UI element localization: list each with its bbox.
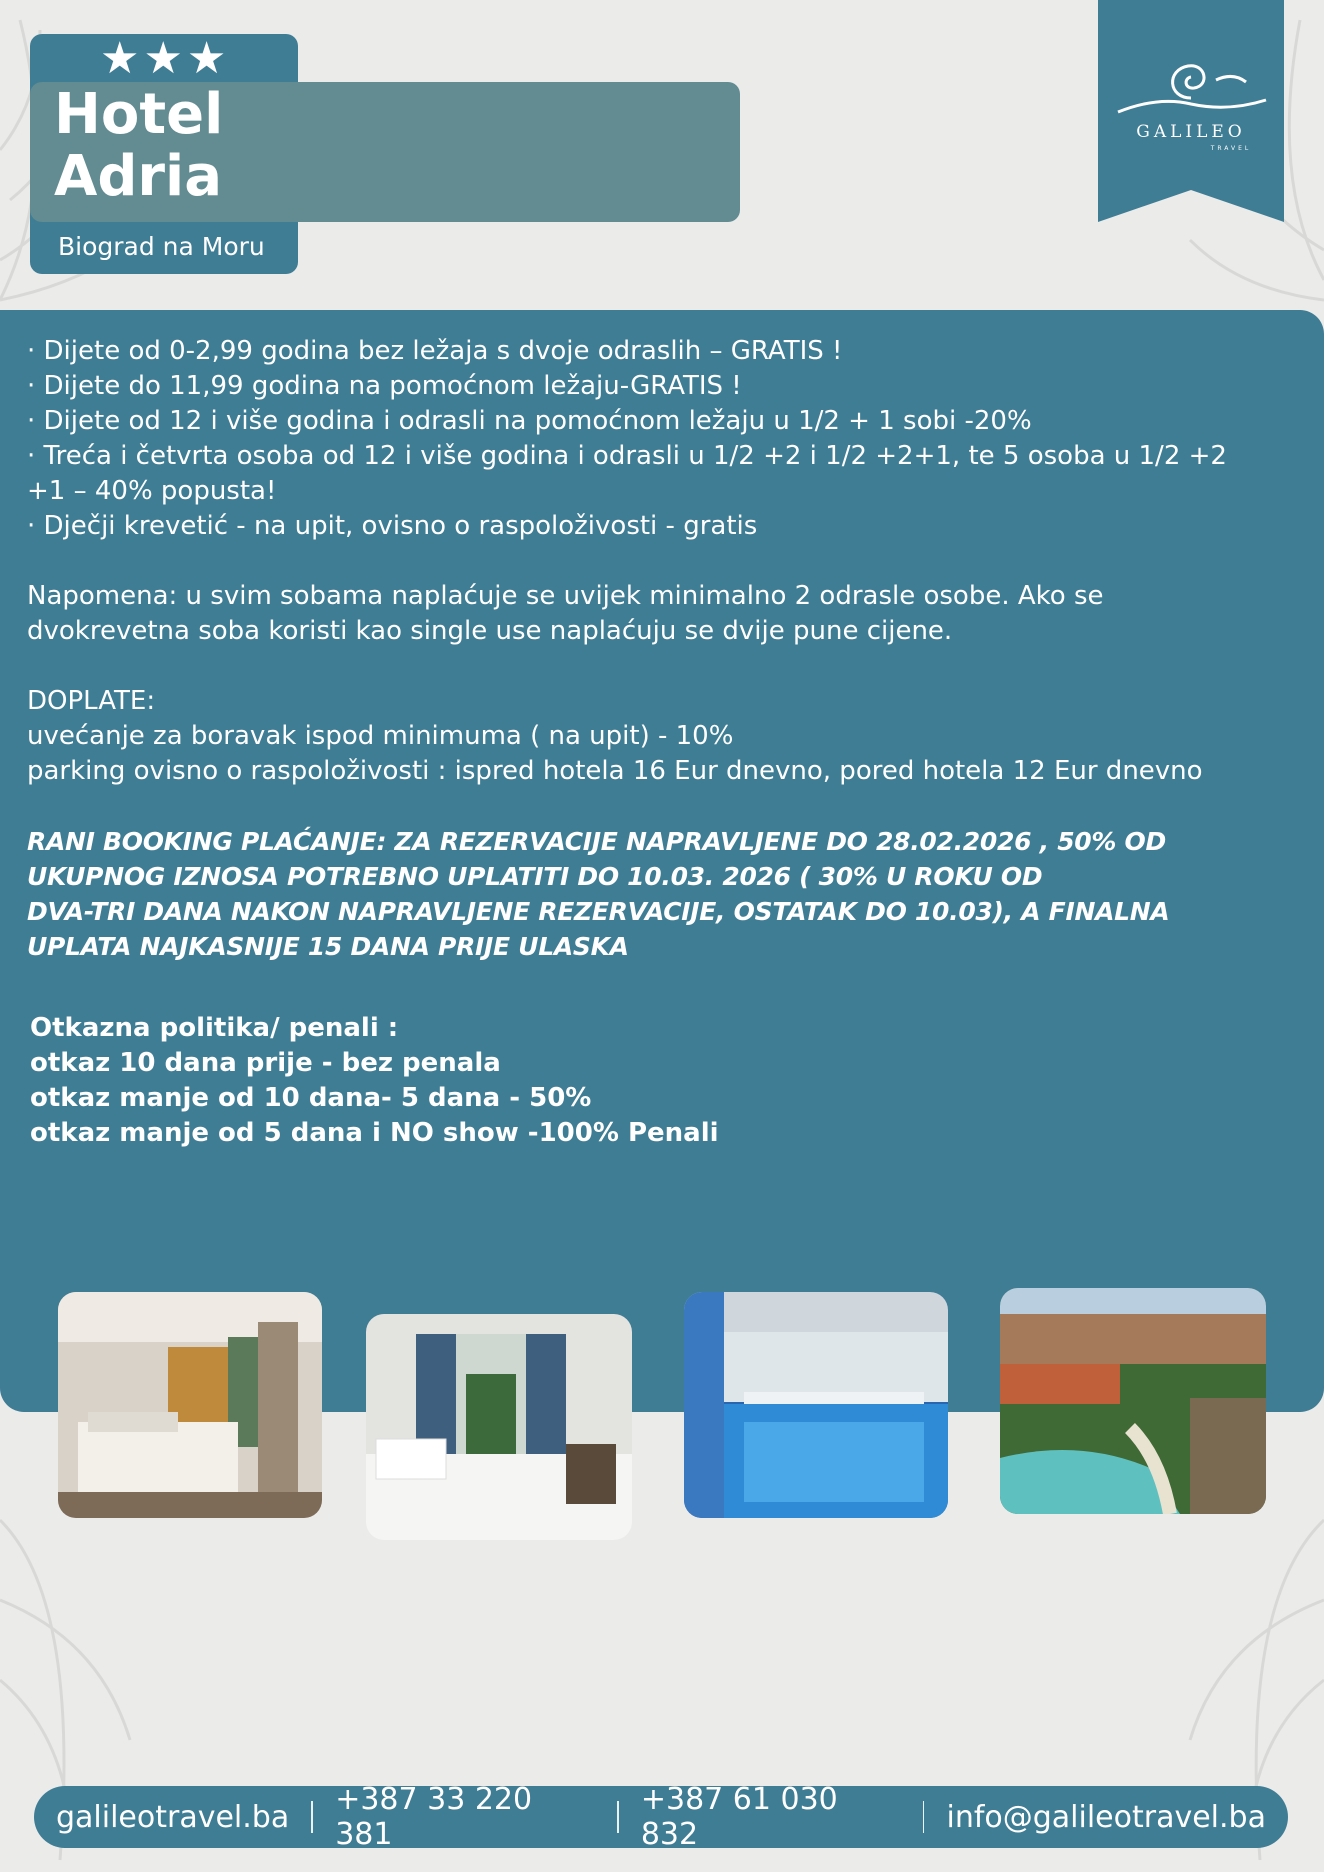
logo-subtitle: TRAVEL <box>1210 145 1252 152</box>
footer-divider <box>923 1801 925 1833</box>
cancellation-heading: Otkazna politika/ penali : <box>30 1013 399 1043</box>
cancellation-line: otkaz 10 dana prije - bez penala <box>30 1048 501 1078</box>
phone-link-1[interactable]: +387 33 220 381 <box>335 1782 533 1852</box>
hotel-location: Biograd na Moru <box>58 232 265 261</box>
contact-footer <box>34 1782 1288 1852</box>
early-booking-line: UKUPNOG IZNOSA POTREBNO UPLATITI DO 10.03. 2026 ( 30% U ROKU OD <box>27 862 1043 891</box>
condition-line: +1 – 40% popusta! <box>27 476 277 506</box>
doplate-line: uvećanje za boravak ispod minimuma ( na upit) - 10% <box>27 721 734 751</box>
aerial-beach-photo <box>1000 1288 1266 1514</box>
early-booking-line: DVA-TRI DANA NAKON NAPRAVLJENE REZERVACIJE, OSTATAK DO 10.03), A FINALNA <box>27 897 1170 926</box>
phone-link-2[interactable]: +387 61 030 832 <box>640 1782 838 1852</box>
condition-line: · Treća i četvrta osoba od 12 i više godina i odrasli u 1/2 +2 i 1/2 +2+1, te 5 osoba u 1/2 +2 <box>27 441 1227 471</box>
cancellation-line: otkaz manje od 5 dana i NO show -100% Penali <box>30 1118 719 1148</box>
logo-name: GALILEO <box>1136 122 1246 142</box>
early-booking-line: UPLATA NAJKASNIJE 15 DANA PRIJE ULASKA <box>27 932 629 961</box>
hotel-title <box>54 84 223 208</box>
condition-line: · Dijete od 12 i više godina i odrasli na pomoćnom ležaju u 1/2 + 1 sobi -20% <box>27 406 1032 436</box>
star-rating: ★★★ <box>100 33 231 84</box>
condition-line: · Dijete do 11,99 godina na pomoćnom ležaju-GRATIS ! <box>27 371 742 401</box>
indoor-pool-photo <box>684 1292 948 1518</box>
doplate-heading: DOPLATE: <box>27 686 156 716</box>
note-line: dvokrevetna soba koristi kao single use naplaćuju se dvije pune cijene. <box>27 616 953 646</box>
hotel-title-line1: Hotel <box>54 82 224 147</box>
footer-divider <box>311 1801 313 1833</box>
note-line: Napomena: u svim sobama naplaćuje se uvijek minimalno 2 odrasle osobe. Ako se <box>27 581 1104 611</box>
early-booking-line: RANI BOOKING PLAĆANJE: ZA REZERVACIJE NAPRAVLJENE DO 28.02.2026 , 50% OD <box>27 827 1166 856</box>
bedroom-balcony-photo <box>366 1314 632 1540</box>
info-content <box>27 334 1297 1151</box>
galileo-logo <box>1098 0 1284 222</box>
footer-divider <box>617 1801 619 1833</box>
hotel-room-photo <box>58 1292 322 1518</box>
hotel-title-line2: Adria <box>54 144 223 209</box>
cancellation-line: otkaz manje od 10 dana- 5 dana - 50% <box>30 1083 592 1113</box>
website-link[interactable]: galileotravel.ba <box>56 1799 290 1835</box>
condition-line: · Dječji krevetić - na upit, ovisno o raspoloživosti - gratis <box>27 511 758 541</box>
doplate-line: parking ovisno o raspoloživosti : ispred hotela 16 Eur dnevno, pored hotela 12 Eur dnevno <box>27 756 1203 786</box>
condition-line: · Dijete od 0-2,99 godina bez ležaja s dvoje odraslih – GRATIS ! <box>27 336 843 366</box>
email-link[interactable]: info@galileotravel.ba <box>946 1799 1266 1835</box>
